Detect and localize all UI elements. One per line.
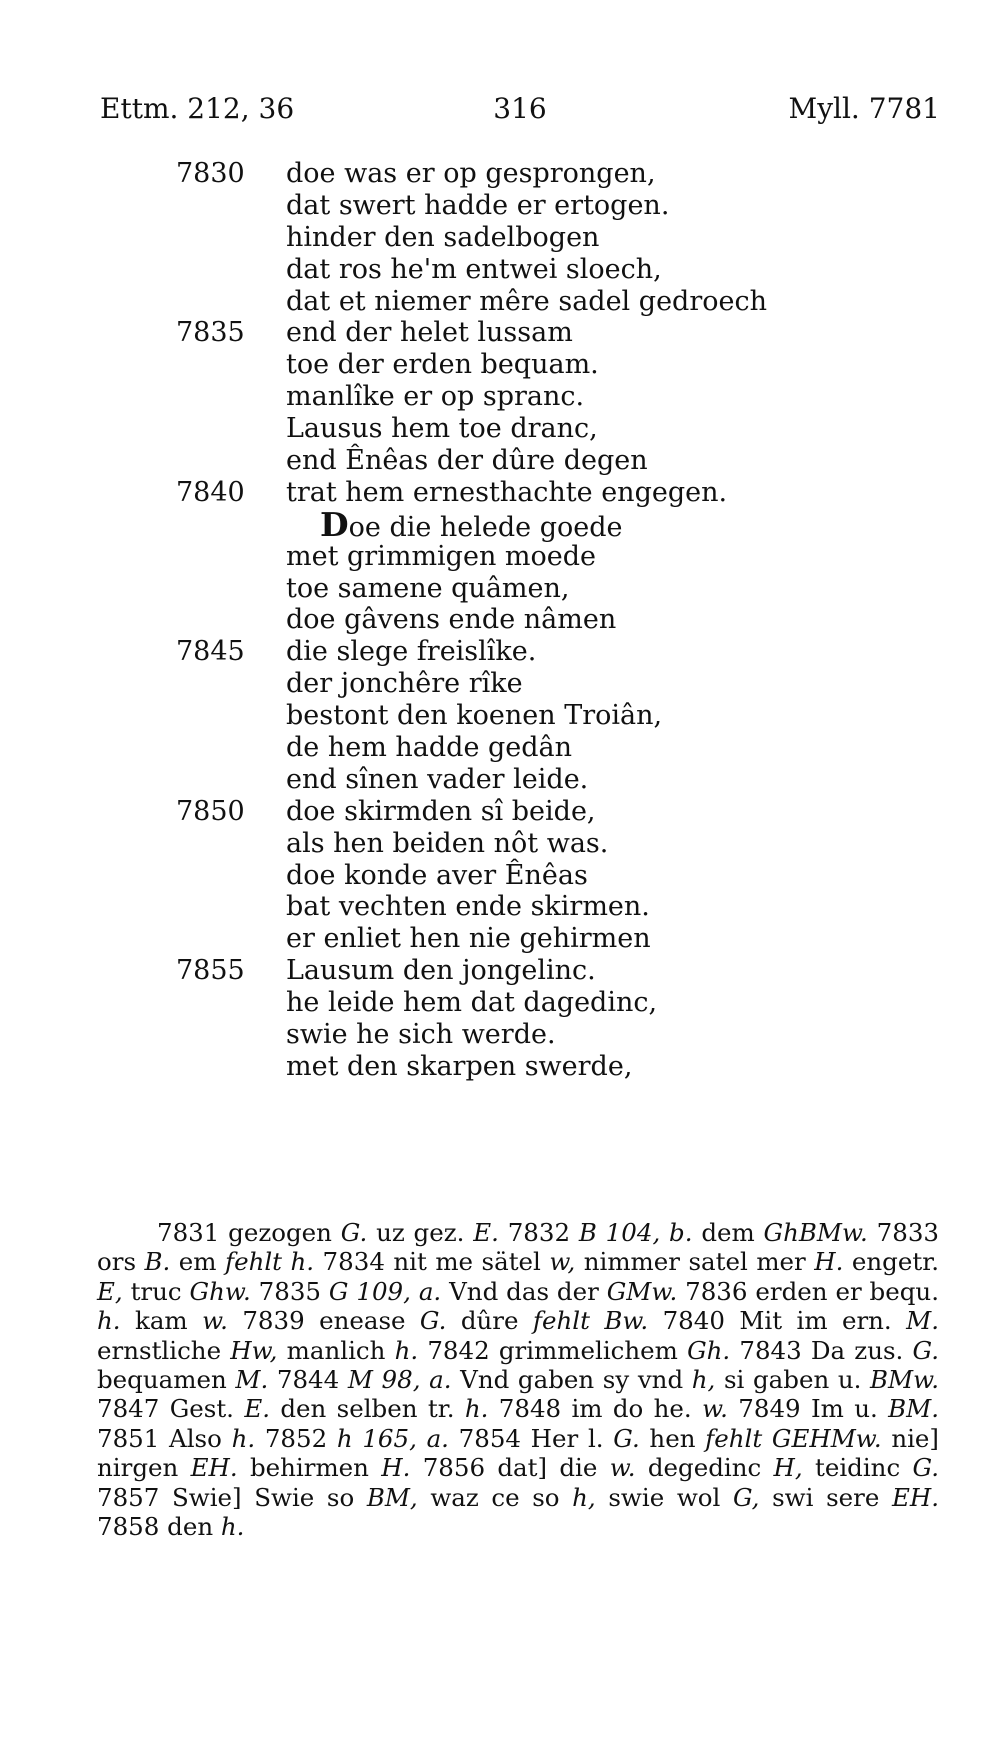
verse-line [0,1051,1000,1083]
verse-line [0,732,1000,764]
line-number: 7845 [176,636,245,668]
siglum: EH. [190,1453,238,1483]
footnote-text: uz gez. [367,1218,474,1247]
footnote-text: 7843 Da zus. [730,1335,913,1365]
verse-line [0,477,1000,509]
verse-text: er enliet hen nie gehirmen [286,923,651,955]
footnote-text: truc [122,1276,190,1306]
verse-text: de hem hadde gedân [286,732,573,764]
siglum: G. [613,1423,640,1453]
footnote-text: dem [692,1218,764,1247]
verse-text: bat vechten ende skirmen. [286,891,650,923]
verse-text: dat et niemer mêre sadel gedroech [286,285,767,317]
verse-text: Doe die helede goede [320,504,623,544]
verse-text: met grimmigen moede [286,540,597,572]
footnote-text: em [170,1247,225,1277]
siglum: GhBMw. [763,1218,868,1247]
footnote-text: 7858 den [97,1512,221,1542]
footnote-text: 7856 dat] die [410,1453,610,1483]
verse-text: bestont den koenen Troiân, [286,700,663,732]
verse-line [0,1019,1000,1051]
siglum: BM. [888,1394,940,1424]
siglum: fehlt h. [225,1247,315,1277]
verse-text-block [0,158,1000,1083]
footnote-text: swie wol [595,1482,733,1512]
siglum: Ghw. [189,1276,251,1306]
footnote-text: hen [639,1423,706,1453]
critical-apparatus-footnotes [97,1218,939,1541]
verse-text: dat ros he'm entwei sloech, [286,253,662,285]
siglum: fehlt GEHMw. [705,1423,882,1453]
siglum: Hw, [230,1335,278,1365]
siglum: B 104, b. [578,1218,693,1247]
siglum: M. [235,1365,269,1395]
verse-line [0,349,1000,381]
siglum: H. [814,1247,844,1277]
siglum: w, [549,1247,576,1277]
verse-text: met den skarpen swerde, [286,1050,633,1082]
footnote-text: den selben tr. [270,1394,465,1424]
verse-text: doe gâvens ende nâmen [286,604,617,636]
siglum: G 109, a. [328,1276,442,1306]
line-number: 7830 [176,158,245,189]
footnote-text: 7848 im do he. [488,1394,703,1424]
header-right-reference: Myll. 7781 [788,92,940,125]
siglum: E. [244,1394,270,1424]
footnote-text: 7836 erden er bequ. [677,1276,939,1306]
siglum: h. [220,1512,245,1542]
footnote-text: si gaben u. [715,1365,871,1395]
footnote-text: bequamen [97,1365,236,1395]
siglum: G. [912,1453,939,1483]
page-number: 316 [493,92,547,125]
siglum: h. [231,1423,256,1453]
siglum: H. [381,1453,411,1483]
verse-line [0,923,1000,955]
footnote-text: swi sere [759,1482,892,1512]
footnote-text: degedinc [635,1453,774,1483]
verse-line [0,413,1000,445]
line-number: 7835 [176,317,245,349]
header-left-reference: Ettm. 212, 36 [100,92,295,125]
verse-line [0,222,1000,254]
verse-line [0,891,1000,923]
verse-line [0,668,1000,700]
siglum: E, [97,1276,123,1306]
siglum: h 165, a. [336,1423,449,1453]
siglum: EH. [891,1482,939,1512]
siglum: GMw. [606,1276,678,1306]
verse-line [0,445,1000,477]
siglum: h. [97,1306,121,1336]
verse-line [0,190,1000,222]
verse-text: toe der erden bequam. [286,349,599,381]
verse-line [0,604,1000,636]
verse-line [0,955,1000,987]
footnote-text: ernstliche [97,1335,231,1365]
verse-line [0,254,1000,286]
footnote-text: manlich [277,1335,395,1365]
siglum: w. [702,1394,728,1424]
footnote-text: 7835 [250,1276,329,1306]
verse-line [0,828,1000,860]
siglum: M. [906,1306,939,1336]
footnote-text: behirmen [237,1453,382,1483]
line-number: 7850 [176,795,245,827]
siglum: G. [912,1335,939,1365]
footnote-text: 7852 [255,1423,337,1453]
footnote-text: Vnd gaben sy vnd [451,1365,692,1395]
verse-text: dat swert hadde er ertogen. [286,189,670,221]
verse-line [0,381,1000,413]
verse-text: end sînen vader leide. [286,763,589,795]
verse-text: die slege freislîke. [286,636,537,668]
siglum: E. [473,1218,499,1247]
verse-line [0,636,1000,668]
footnote-text: dûre [446,1306,533,1336]
line-number: 7855 [176,955,245,987]
verse-text: doe was er op gesprongen, [286,158,656,189]
footnote-text: 7857 Swie] Swie so [97,1482,367,1512]
verse-line [0,796,1000,828]
footnote-text: 7851 Also [97,1423,232,1453]
verse-text: als hen beiden nôt was. [286,827,609,859]
verse-text: Lausus hem toe dranc, [286,413,598,445]
verse-text: swie he sich werde. [286,1019,556,1051]
siglum: h, [572,1482,596,1512]
verse-text: hinder den sadelbogen [286,221,600,253]
footnote-text: 7833 ors [97,1218,939,1277]
verse-text: der jonchêre rîke [286,668,523,700]
footnote-text: 7834 nit me sätel [314,1247,550,1277]
footnote-text: waz ce so [417,1482,573,1512]
verse-line [0,317,1000,349]
siglum: BMw. [870,1365,939,1395]
verse-line [0,286,1000,318]
footnote-text: 7832 [498,1218,579,1247]
verse-line [0,504,1000,544]
siglum: G. [419,1306,447,1336]
verse-text: trat hem ernesthachte engegen. [286,476,728,508]
footnote-text: nie] nirgen [97,1423,939,1483]
line-number: 7840 [176,476,245,508]
verse-text: doe skirmden sî beide, [286,795,596,827]
siglum: B. [144,1247,171,1277]
siglum: Gh. [687,1335,731,1365]
footnote-text: Vnd das der [441,1276,607,1306]
footnote-text: 7831 gezogen [157,1218,341,1247]
verse-text: he leide hem dat dagedinc, [286,987,658,1019]
siglum: H, [773,1453,803,1483]
verse-line [0,987,1000,1019]
verse-text: end Ênêas der dûre degen [286,445,648,477]
footnote-text: 7844 [268,1365,348,1395]
siglum: G. [340,1218,368,1247]
verse-text: toe samene quâmen, [286,572,570,604]
verse-line [0,541,1000,573]
verse-line [0,860,1000,892]
siglum: BM, [366,1482,418,1512]
verse-line [0,764,1000,796]
siglum: w. [609,1453,636,1483]
verse-text: end der helet lussam [286,317,573,349]
verse-text: Lausum den jongelinc. [286,955,596,987]
footnote-text: teidinc [802,1453,913,1483]
siglum: fehlt Bw. [532,1306,649,1336]
siglum: h, [691,1365,716,1395]
siglum: w. [202,1306,228,1336]
siglum: h. [464,1394,489,1424]
footnote-text: nimmer satel mer [575,1247,815,1277]
footnote-text: 7842 grimmelichem [418,1335,688,1365]
siglum: G, [732,1482,760,1512]
verse-line [0,158,1000,190]
footnote-text: 7840 Mit im ern. [648,1306,907,1336]
running-header [100,92,940,132]
footnote-text: kam [120,1306,203,1336]
footnote-text: 7839 enease [227,1306,420,1336]
verse-line [0,573,1000,605]
verse-line [0,700,1000,732]
siglum: h. [394,1335,419,1365]
footnote-text: engetr. [843,1247,939,1277]
siglum: M 98, a. [347,1365,452,1395]
footnote-text: 7847 Gest. [97,1394,245,1424]
verse-text: doe konde aver Ênêas [286,859,588,891]
verse-text: manlîke er op spranc. [286,381,585,413]
footnote-text: 7854 Her l. [448,1423,614,1453]
footnote-text: 7849 Im u. [727,1394,889,1424]
